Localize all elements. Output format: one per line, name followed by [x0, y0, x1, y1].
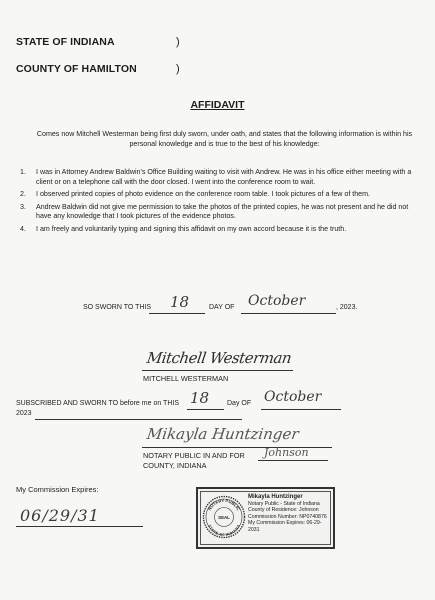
notary-clause-year: 2023: [16, 410, 32, 417]
commission-date-handwritten: 06/29/31: [20, 506, 100, 525]
seal-center-text: SEAL: [218, 515, 230, 520]
notary-year-line: [35, 419, 242, 420]
state-caption: STATE OF INDIANA: [16, 36, 115, 48]
svg-text:STATE OF INDIANA: [207, 524, 241, 537]
seal-top-text: NOTARY PUBLIC: [206, 497, 242, 512]
item-text: Andrew Baldwin did not give me permission to take the photos of the printed copies, he was not present and he did not have any knowledge that I took pictures of the evidence photos.: [36, 202, 409, 221]
affiant-signature-line: [142, 370, 293, 371]
stamp-line: Mikayla Huntzinger: [248, 494, 303, 500]
notary-stamp: [196, 487, 335, 549]
affiant-name: MITCHELL WESTERMAN: [143, 374, 229, 383]
stamp-line: My Commission Expires: 06-29-2031: [248, 520, 322, 533]
item-text: I am freely and voluntarily typing and signing this affidavit on my own accord because it is the truth.: [36, 224, 347, 233]
statement-item: [16, 203, 419, 222]
notary-day-handwritten: 18: [190, 389, 210, 407]
notary-title: NOTARY PUBLIC IN AND FOR: [143, 451, 245, 460]
item-number: 3.: [20, 202, 26, 211]
notary-day-line: [187, 409, 224, 410]
notary-clause-prefix: SUBSCRIBED AND SWORN TO before me on THIS: [16, 400, 179, 407]
statement-list: [16, 168, 419, 238]
county-caption: COUNTY OF HAMILTON: [16, 63, 137, 75]
item-number: 1.: [20, 168, 26, 176]
statement-item: [16, 225, 419, 235]
seal-bottom-text: STATE OF INDIANA: [207, 524, 241, 538]
item-text: I was in Attorney Andrew Baldwin's Office Building waiting to visit with Andrew. He was in his office either meeting with a client or on a telephone call with the door closed. I went into the conference room to wait.: [36, 168, 412, 186]
item-text: I observed printed copies of photo evidence on the conference room table. I took pictures of a few of them.: [36, 190, 370, 199]
notary-signature: Mikayla Huntzinger: [145, 425, 300, 443]
day-line: [149, 313, 205, 314]
item-number: 2.: [20, 190, 26, 199]
notary-county: COUNTY, INDIANA: [143, 461, 207, 470]
notary-month-line: [261, 409, 341, 410]
item-number: 4.: [20, 224, 26, 233]
stamp-line: County of Residence: Johnson: [248, 507, 319, 514]
notary-county-line: [258, 460, 328, 461]
sworn-month-handwritten: October: [248, 293, 306, 309]
stamp-text-block: [248, 494, 333, 534]
commission-label: My Commission Expires:: [16, 485, 99, 494]
document-title: AFFIDAVIT: [190, 99, 245, 111]
stamp-line: Notary Public - State of Indiana: [248, 500, 320, 507]
caption-paren-1: ): [176, 36, 180, 48]
statement-item: [16, 168, 419, 187]
notary-day-of: Day OF: [227, 400, 252, 407]
statement-item: [16, 190, 419, 200]
commission-line: [16, 526, 143, 527]
notary-county-handwritten: Johnson: [264, 446, 309, 459]
month-line: [241, 313, 336, 314]
stamp-line: Commission Number: NP0740876: [248, 513, 327, 520]
sworn-day-handwritten: 18: [170, 293, 190, 311]
sworn-prefix: SO SWORN TO THIS: [83, 304, 152, 311]
caption-paren-2: ): [176, 63, 180, 75]
intro-paragraph: Comes now Mitchell Westerman being first duly sworn, under oath, and states that the following information is within his personal knowledge and is true to the best of his knowledge:: [36, 130, 413, 148]
sworn-year: , 2023.: [336, 304, 358, 311]
notary-month-handwritten: October: [264, 389, 322, 405]
notary-seal-icon: [202, 495, 246, 539]
affiant-signature: Mitchell Westerman: [145, 349, 293, 367]
sworn-day-of: DAY OF: [209, 304, 235, 311]
